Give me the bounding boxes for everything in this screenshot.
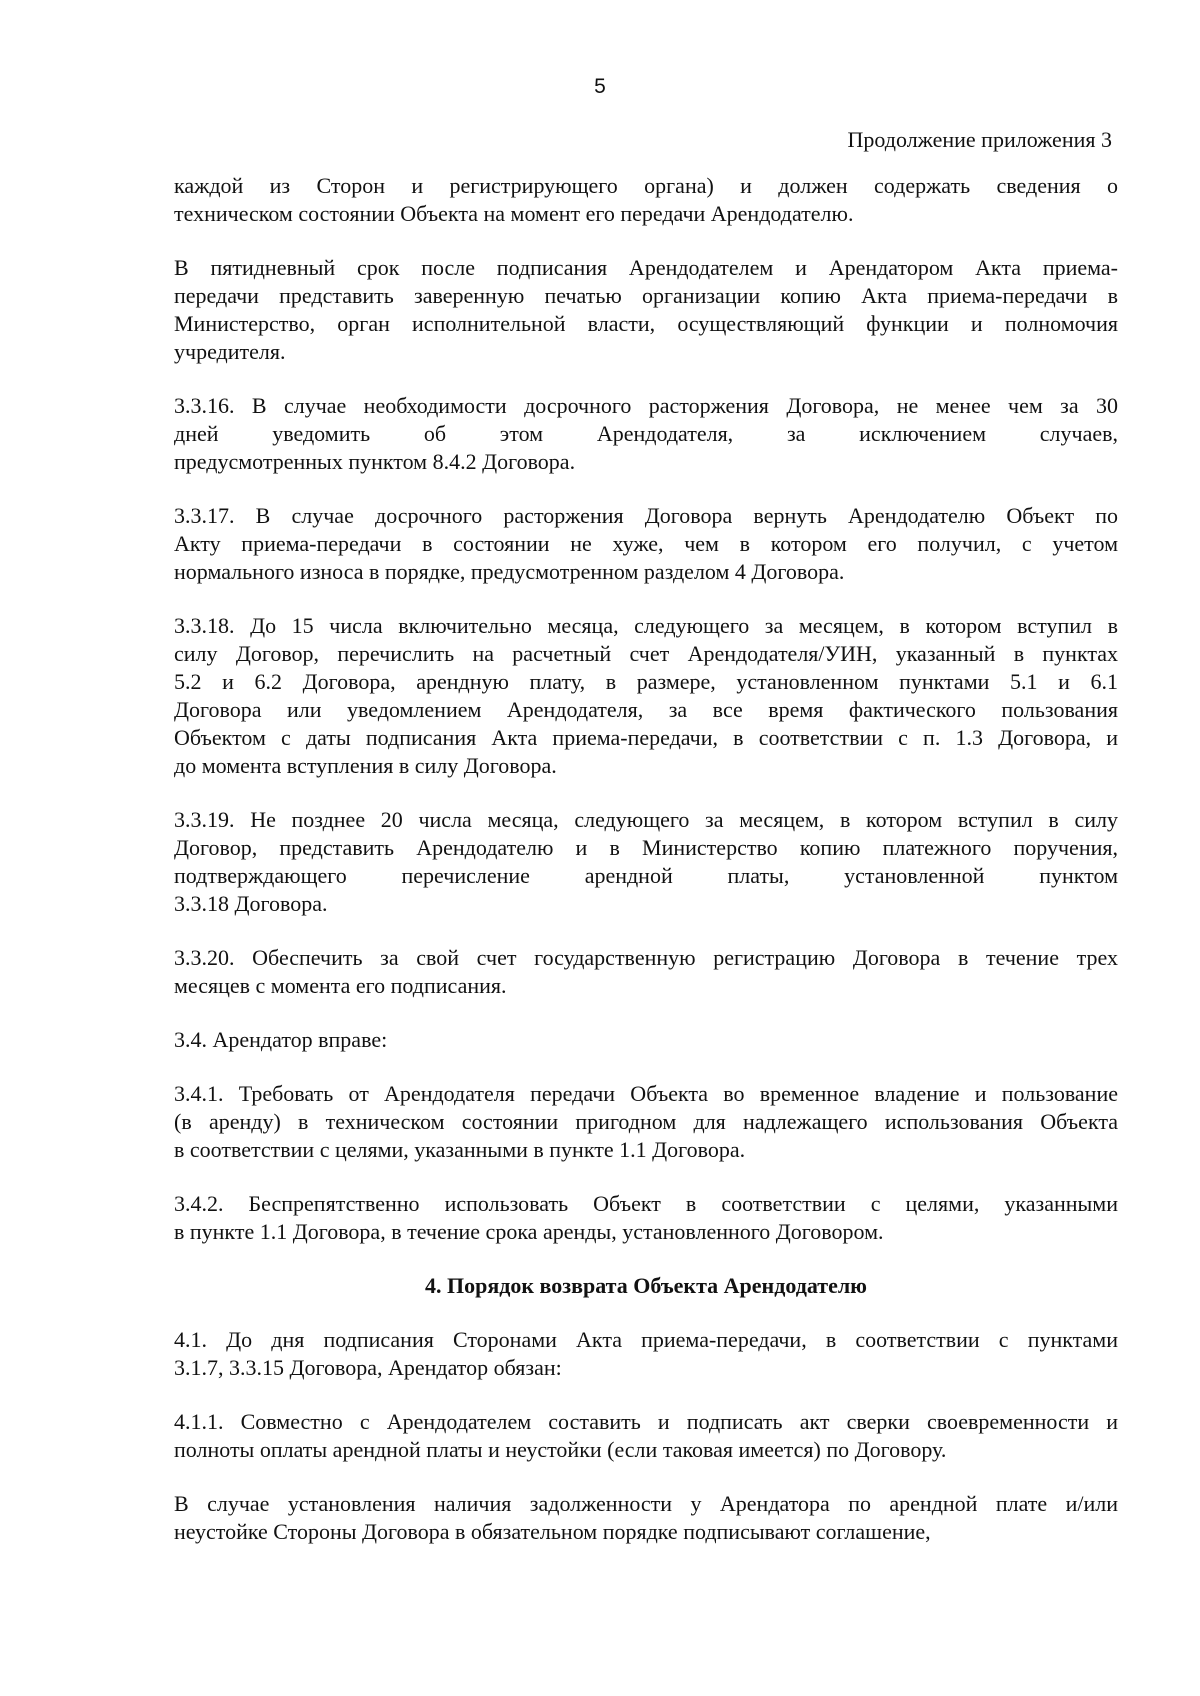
page-number: 5 (594, 75, 606, 98)
paragraph-4-1-1 (174, 1408, 1118, 1464)
text-line: учредителя. (174, 339, 286, 364)
text-line: Договор, представить Арендодателю и в Министерство копию платежного поручения, (174, 835, 1118, 860)
paragraph-3-3-20 (174, 944, 1118, 1000)
text-line: (в аренду) в техническом состоянии пригодном для надлежащего использования Объекта (174, 1109, 1118, 1134)
paragraph-4-1 (174, 1326, 1118, 1382)
paragraph-3-4 (174, 1026, 1118, 1054)
text-line: дней уведомить об этом Арендодателя, за исключением случаев, (174, 421, 1118, 446)
text-line: 3.1.7, 3.3.15 Договора, Арендатор обязан: (174, 1355, 562, 1380)
text-line: полноты оплаты арендной платы и неустойки (если таковая имеется) по Договору. (174, 1437, 947, 1462)
text-line: 3.4.2. Беспрепятственно использовать Объект в соответствии с целями, указанными (174, 1191, 1118, 1216)
section-heading: 4. Порядок возврата Объекта Арендодателю (425, 1273, 867, 1298)
text-line: подтверждающего перечисление арендной платы, установленной пунктом (174, 863, 1118, 888)
text-line: 4.1.1. Совместно с Арендодателем составить и подписать акт сверки своевременности и (174, 1409, 1118, 1434)
text-line: в соответствии с целями, указанными в пункте 1.1 Договора. (174, 1137, 746, 1162)
text-line: нормального износа в порядке, предусмотренном разделом 4 Договора. (174, 559, 845, 584)
paragraph-act-copy-submission (174, 254, 1118, 366)
text-line: техническом состоянии Объекта на момент его передачи Арендодателю. (174, 201, 854, 226)
paragraph-3-4-1 (174, 1080, 1118, 1164)
text-line: 3.3.20. Обеспечить за свой счет государственную регистрацию Договора в течение трех (174, 945, 1118, 970)
text-line: в пункте 1.1 Договора, в течение срока аренды, установленного Договором. (174, 1219, 884, 1244)
text-line: силу Договор, перечислить на расчетный счет Арендодателя/УИН, указанный в пунктах (174, 641, 1118, 666)
paragraph-3-3-17 (174, 502, 1118, 586)
paragraph-debt-agreement (174, 1490, 1118, 1546)
text-line: В пятидневный срок после подписания Арендодателем и Арендатором Акта приема- (174, 255, 1118, 280)
text-line: 3.3.18 Договора. (174, 891, 328, 916)
text-line: Объектом с даты подписания Акта приема-передачи, в соответствии с п. 1.3 Договора, и (174, 725, 1118, 750)
text-line: Договора или уведомлением Арендодателя, за все время фактического пользования (174, 697, 1118, 722)
text-line: 4.1. До дня подписания Сторонами Акта приема-передачи, в соответствии с пунктами (174, 1327, 1118, 1352)
text-line: неустойке Стороны Договора в обязательном порядке подписывают соглашение, (174, 1519, 931, 1544)
paragraph-3-3-18 (174, 612, 1118, 780)
text-line: 5.2 и 6.2 Договора, арендную плату, в размере, установленном пунктами 5.1 и 6.1 (174, 669, 1118, 694)
appendix-continuation-note: Продолжение приложения 3 (847, 127, 1112, 152)
text-line: предусмотренных пунктом 8.4.2 Договора. (174, 449, 576, 474)
text-line: Акту приема-передачи в состоянии не хуже, чем в котором его получил, с учетом (174, 531, 1118, 556)
text-line: передачи представить заверенную печатью организации копию Акта приема-передачи в (174, 283, 1118, 308)
text-line: 3.3.17. В случае досрочного расторжения Договора вернуть Арендодателю Объект по (174, 503, 1118, 528)
text-line: 3.3.18. До 15 числа включительно месяца, следующего за месяцем, в котором вступил в (174, 613, 1118, 638)
text-line: до момента вступления в силу Договора. (174, 753, 557, 778)
paragraph-3-3-16 (174, 392, 1118, 476)
paragraph-act-contents (174, 172, 1118, 228)
text-line: 3.3.16. В случае необходимости досрочного расторжения Договора, не менее чем за 30 (174, 393, 1118, 418)
text-line: Министерство, орган исполнительной власти, осуществляющий функции и полномочия (174, 311, 1118, 336)
text-line: В случае установления наличия задолженности у Арендатора по арендной плате и/или (174, 1491, 1118, 1516)
text-line: 3.3.19. Не позднее 20 числа месяца, следующего за месяцем, в котором вступил в силу (174, 807, 1118, 832)
text-line: 3.4. Арендатор вправе: (174, 1027, 388, 1052)
paragraph-3-4-2 (174, 1190, 1118, 1246)
paragraph-3-3-19 (174, 806, 1118, 918)
text-line: 3.4.1. Требовать от Арендодателя передачи Объекта во временное владение и пользование (174, 1081, 1118, 1106)
text-line: месяцев с момента его подписания. (174, 973, 507, 998)
document-body (174, 172, 1118, 1572)
text-line: каждой из Сторон и регистрирующего органа) и должен содержать сведения о (174, 173, 1118, 198)
